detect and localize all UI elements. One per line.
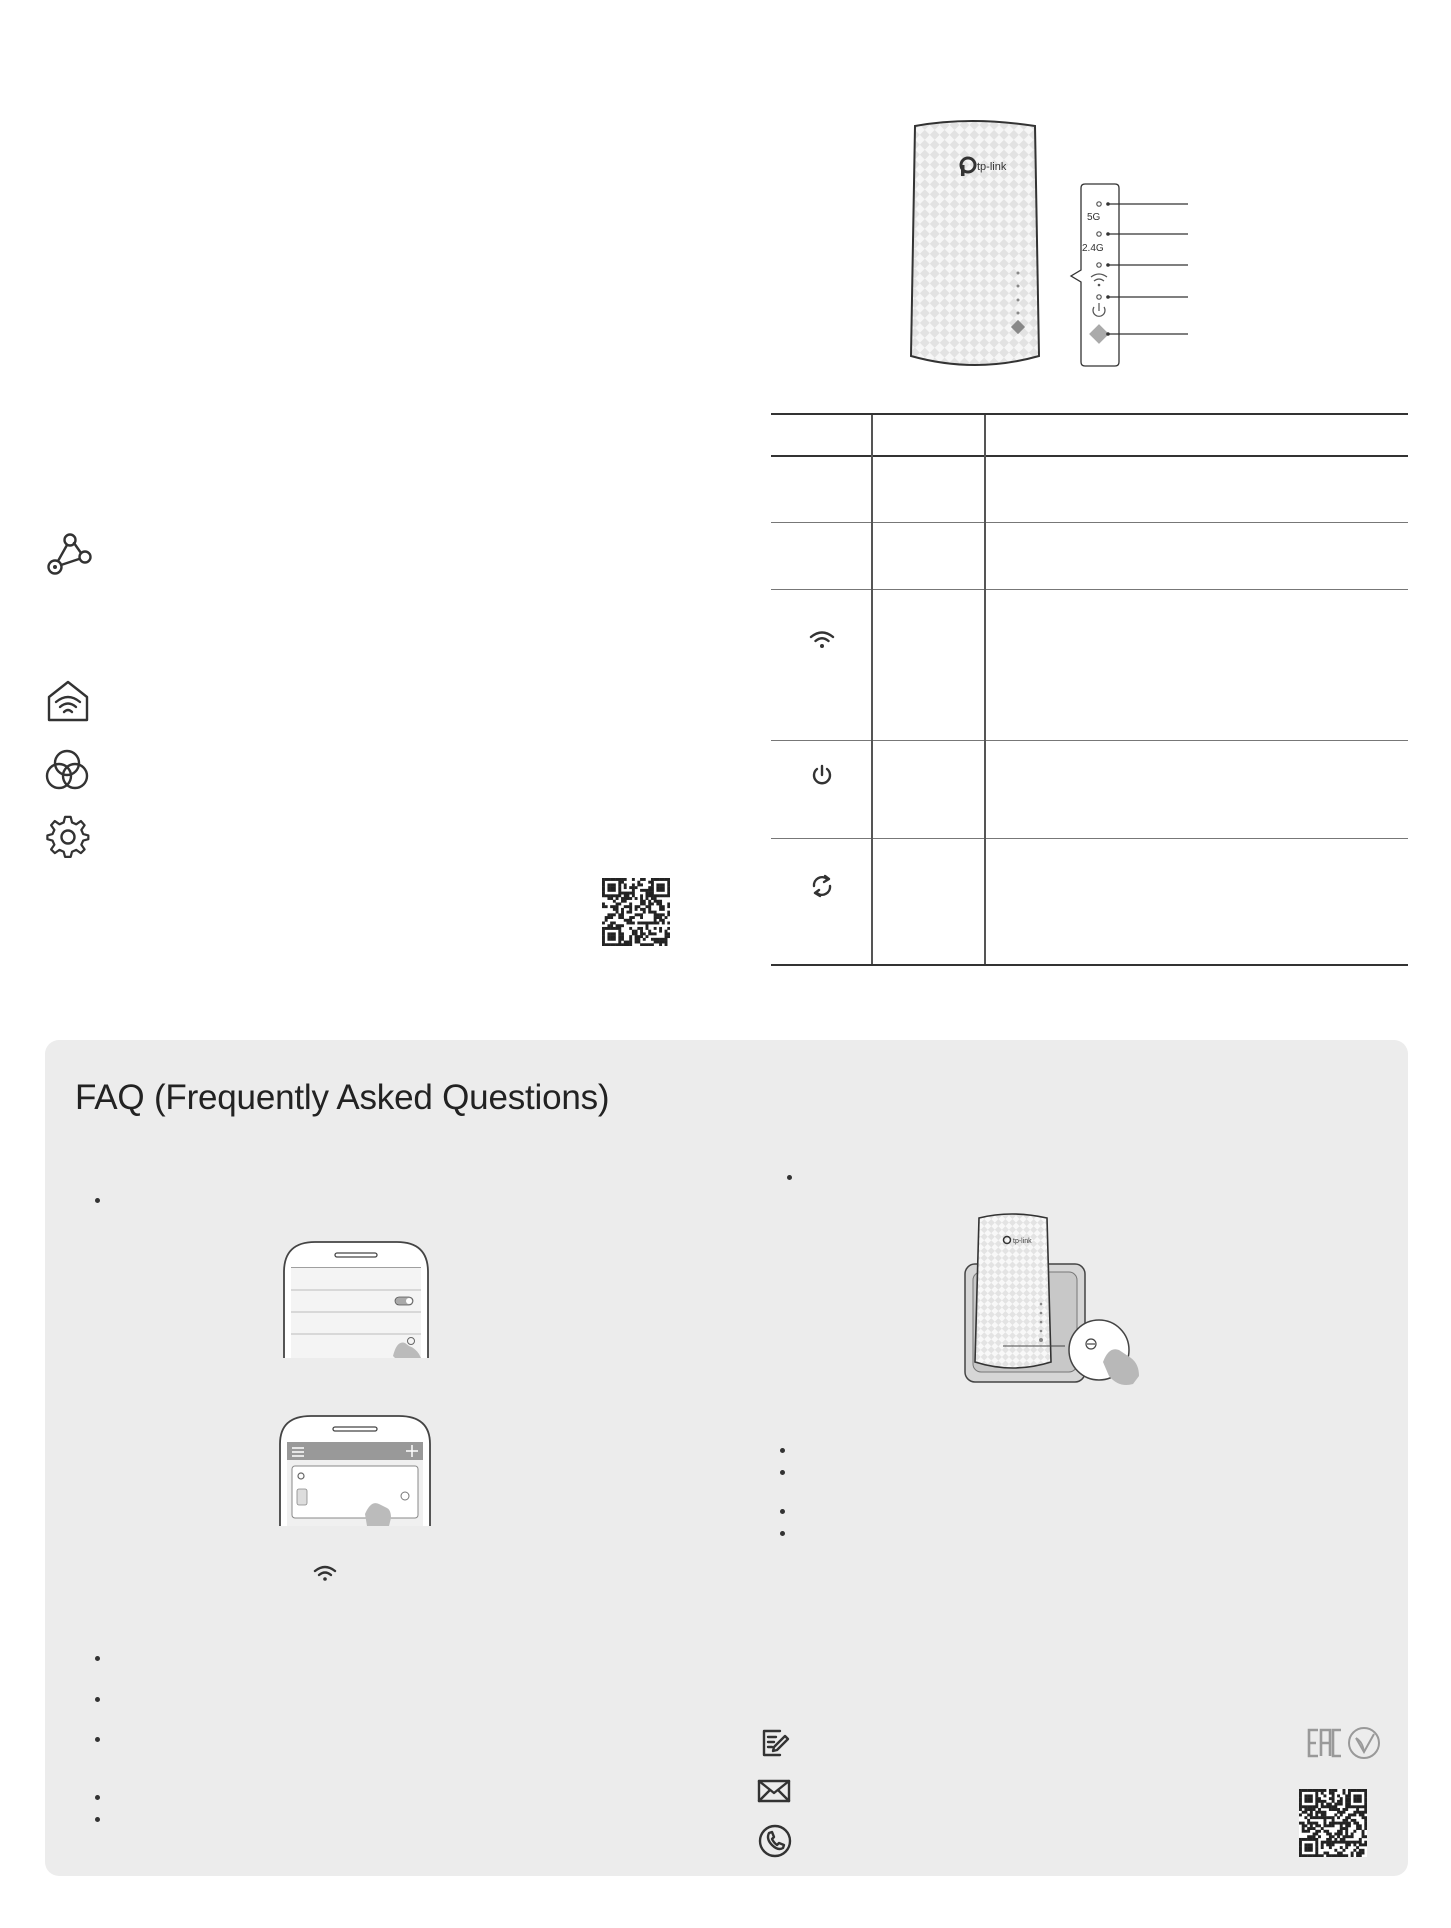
edit-document-icon bbox=[760, 1728, 790, 1758]
overlapping-circles-icon bbox=[44, 747, 90, 793]
phone-icon bbox=[758, 1824, 792, 1858]
bullet bbox=[95, 1656, 100, 1661]
brand-logo-text: tp-link bbox=[1013, 1238, 1032, 1245]
bullet bbox=[95, 1795, 100, 1800]
rotate-arrows-icon bbox=[809, 874, 835, 898]
brand-logo-text: tp-link bbox=[977, 161, 1007, 173]
wifi-icon bbox=[313, 1564, 337, 1582]
bullet bbox=[95, 1697, 100, 1702]
bullet bbox=[787, 1175, 792, 1180]
bullet bbox=[95, 1817, 100, 1822]
bullet bbox=[95, 1737, 100, 1742]
faq-panel bbox=[45, 1040, 1408, 1876]
phone-settings-illustration bbox=[283, 1240, 429, 1358]
wifi-icon bbox=[808, 628, 836, 650]
power-icon bbox=[810, 763, 834, 787]
bullet bbox=[780, 1509, 785, 1514]
led-label-2-4g: 2.4G bbox=[1082, 243, 1104, 254]
network-nodes-icon bbox=[45, 533, 93, 577]
faq-title: FAQ (Frequently Asked Questions) bbox=[75, 1078, 610, 1117]
home-wifi-icon bbox=[45, 678, 91, 724]
bullet bbox=[95, 1198, 100, 1203]
eac-mark-icon bbox=[1307, 1728, 1343, 1758]
extender-illustration bbox=[905, 120, 1205, 380]
email-icon bbox=[757, 1779, 791, 1803]
bullet bbox=[780, 1531, 785, 1536]
bullet bbox=[780, 1448, 785, 1453]
extender-reset-illustration bbox=[963, 1212, 1183, 1392]
phone-app-illustration bbox=[279, 1414, 431, 1526]
led-label-5g: 5G bbox=[1087, 212, 1101, 223]
gear-icon bbox=[46, 815, 90, 859]
qr-code bbox=[602, 878, 670, 946]
bullet bbox=[780, 1470, 785, 1475]
eco-certification-icon bbox=[1347, 1726, 1381, 1760]
qr-code bbox=[1299, 1789, 1367, 1857]
